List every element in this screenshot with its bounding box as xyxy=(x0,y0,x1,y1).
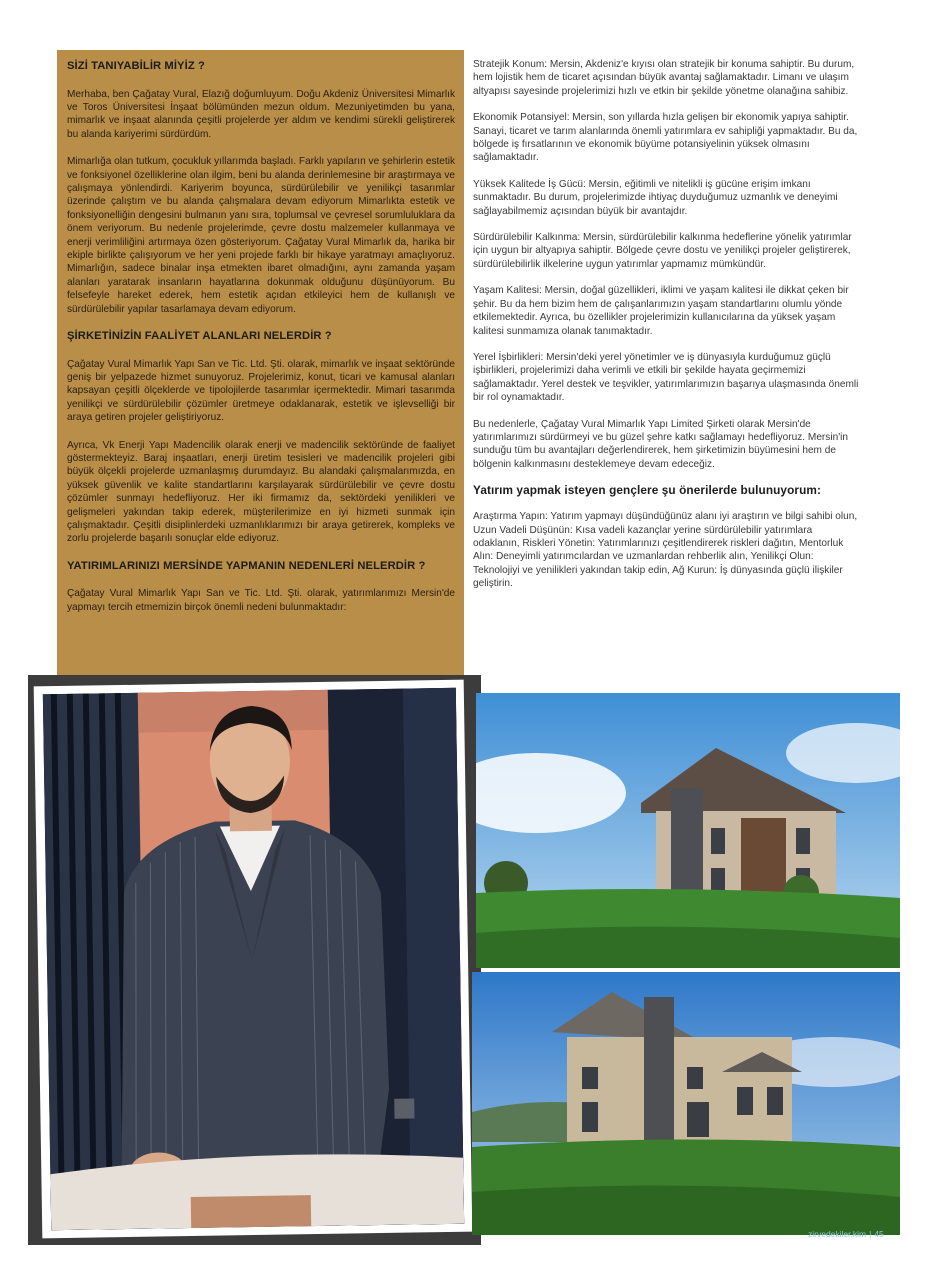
house-illustration-2 xyxy=(472,972,900,1235)
intro-panel-content xyxy=(67,58,455,614)
page-footer xyxy=(808,1229,884,1239)
page-number: 45 xyxy=(874,1229,884,1239)
heading-advice: Yatırım yapmak isteyen gençlere şu önerilerde bulunuyorum: xyxy=(473,483,822,498)
portrait-photo xyxy=(43,688,464,1230)
heading-company-activities: ŞİRKETİNİZİN FAALİYET ALANLARI NELERDİR ? xyxy=(67,330,332,342)
heading-why-mersin: YATIRIMLARINIZI MERSİNDE YAPMANIN NEDENLERİ NELERDİR ? xyxy=(67,559,426,572)
paragraph-quality-of-life: Yaşam Kalitesi: Mersin, doğal güzellikleri, iklimi ve yaşam kalitesi ile dikkat çeken bir şehir. Bu da hem bizim hem de çalışanlarımızın yaşam standartlarını olumlu yönde etkilemektedir. Ayrıca, bu özellikler projelerimizin kullanıcılarına da yüksek yaşam kalitesi sunmamıza olanak tanımaktadır. xyxy=(473,285,849,337)
paragraph-mersin-intro: Çağatay Vural Mimarlık Yapı San ve Tic. Ltd. Şti. olarak, yatırımlarımızı Mersin'de yapmayı tercih etmemizin birçok önemli nedeni bulunmaktadır: xyxy=(67,588,455,613)
paragraph-energy: Ayrıca, Vk Enerji Yapı Madencilik olarak enerji ve madencilik sektöründe de faaliyet göstermekteyiz. Baraj inşaatları, enerji üretim tesisleri ve madencilik projeleri gibi büyük ölçekli projelerde uzmanlaşmış durumdayız. Bu alandaki çalışmalarımızda, en yüksek güvenlik ve kalite standartlarını karşılayarak sürdürülebilir ve çevre dostu çözümler sunmayı hedefliyoruz. Her iki firmamız da, sektördeki yenilikleri ve gelişmeleri yakından takip ederek, müşterilerimize en iyi hizmeti sunmak için çalışmaktadır. Çeşitli disiplinlerdeki uzmanlıklarımızı bir araya getirerek, kompleks ve zorlu projelerde başarılı sonuçlar elde ediyoruz. xyxy=(67,439,455,545)
footer-site[interactable]: zirvedekiler.kim xyxy=(808,1229,867,1239)
house-photo-2 xyxy=(472,972,900,1235)
intro-panel xyxy=(57,50,464,690)
house-illustration-1 xyxy=(476,693,900,968)
paragraph-economic-potential: Ekonomik Potansiyel: Mersin, son yıllarda hızla gelişen bir ekonomik yapıya sahiptir. Sanayi, ticaret ve tarım alanlarında önemli yatırımlara ev sahipliği yapmaktadır. Bu da, bölgede iş fırsatlarının ve ekonomik büyüme potansiyelinin yüksek olmasını sağlamaktadır. xyxy=(473,112,858,164)
portrait-illustration xyxy=(43,688,464,1230)
footer-separator: | xyxy=(869,1229,872,1239)
paragraph-intro: Merhaba, ben Çağatay Vural, Elazığ doğumluyum. Doğu Akdeniz Üniversitesi Mimarlık ve Toros Üniversitesi İnşaat bölümünden mezun oldum. Mezuniyetimden bu yana, mimarlık ve inşaat alanında çeşitli projelerde yer aldım ve kendimi sürekli geliştirerek bu alanda kariyerimi sürdürdüm. xyxy=(67,88,455,140)
paragraph-conclusion: Bu nedenlerle, Çağatay Vural Mimarlık Yapı Limited Şirketi olarak Mersin'de yatırımlarımızı sürdürmeyi ve bu güzel şehre katkı sağlamayı hedefliyoruz. Mersin'in sunduğu tüm bu avantajları değerlendirerek, hem şirketimizin büyümesini hem de bölgenin kalkınmasını desteklemeye devam edeceğiz. xyxy=(473,418,848,470)
paragraph-local-cooperation: Yerel İşbirlikleri: Mersin'deki yerel yönetimler ve iş dünyasıyla kurduğumuz güçlü işbirlikleri, projelerimizi daha verimli ve etkili bir şekilde hayata geçirmemizi sağlamaktadır. Yerel destek ve teşvikler, yatırımlarımızın başarıya ulaşmasında önemli bir rol oynamaktadır. xyxy=(473,351,859,404)
paragraph-advice: Araştırma Yapın: Yatırım yapmayı düşündüğünüz alanı iyi araştırın ve bilgi sahibi olun, Uzun Vadeli Düşünün: Kısa vadeli kazançlar yerine sürdürülebilir yatırımlara odaklanın, Riskleri Yönetin: Yatırımlarınızı çeşitlendirerek riskleri dağıtın, Mentorluk Alın: Deneyimli yatırımcılardan ve uzmanlardan rehberlik alın, Yenilikçi Olun: Teknolojiyi ve yenilikleri yakından takip edin, Ağ Kurun: İş dünyasında güçlü ilişkiler geliştirin. xyxy=(473,511,858,590)
paragraph-activities: Çağatay Vural Mimarlık Yapı San ve Tic. Ltd. Şti. olarak, mimarlık ve inşaat sektöründe geniş bir yelpazede hizmet sunuyoruz. Projelerimiz, konut, ticari ve kamusal alanları kapsayan çeşitli ölçeklerde ve tipolojilerde tasarımlar içermektedir. Mimari tasarımda yenilikçi ve sürdürülebilir çözümler üretmeye odaklanarak, estetik ve işlevselliği bir araya getiren projeler geliştiriyoruz. xyxy=(67,358,455,424)
paragraph-workforce: Yüksek Kalitede İş Gücü: Mersin, eğitimli ve nitelikli iş gücüne erişim imkanı sunmaktadır. Bu durum, projelerimizde ihtiyaç duyduğumuz uzmanlık ve deneyimi sağlayabilmemiz açısından büyük bir avantajdır. xyxy=(473,178,838,217)
right-column xyxy=(473,58,859,591)
heading-who-are-you: SİZİ TANIYABİLİR MİYİZ ? xyxy=(67,60,205,72)
paragraph-sustainability: Sürdürülebilir Kalkınma: Mersin, sürdürülebilir kalkınma hedeflerine yönelik yatırımlar için uygun bir altyapıya sahiptir. Bölgede çevre dostu ve yenilikçi projeler geliştirerek, sürdürülebilirlik ilkelerine uygun yatırımlar yapmamız mümkündür. xyxy=(473,232,852,270)
house-photo-1 xyxy=(476,693,900,968)
paragraph-strategic-location: Stratejik Konum: Mersin, Akdeniz'e kıyısı olan stratejik bir konuma sahiptir. Bu durum, hem lojistik hem de ticaret açısından büyük avantaj sağlamaktadır. Limanı ve ulaşım altyapısı sayesinde projelerimizi hızlı ve etkin bir şekilde yönetme olanağına sahibiz. xyxy=(473,59,855,97)
paragraph-passion: Mimarlığa olan tutkum, çocukluk yıllarımda başladı. Farklı yapıların ve şehirlerin estetik ve fonksiyonel özelliklerine olan ilgim, beni bu alanda derinlemesine bir araştırmaya ve çalışmaya yönlendirdi. Kariyerim boyunca, sürdürülebilir ve yenilikçi tasarımlar üzerinde çalıştım ve bu alanda çalışmalara devam ediyorum Mimarlıkta estetik ve fonksiyonelliğin dengesini bulmanın yanı sıra, toplumsal ve çevresel sorumluluklara da önem veriyorum. Bu nedenle projelerimde, çevre dostu malzemeler kullanmaya ve enerji verimliliğini artırmaya özen gösteriyorum. Çağatay Vural Mimarlık da, harika bir ekiple birlikte çalışıyorum ve her yeni projede farklı bir hikaye yaratmayı amaçlıyoruz. Mimarlığın, sadece binalar inşa etmekten ibaret olmadığını, aynı zamanda yaşam alanları yaratarak insanların hayatlarına dokunmak olduğunu düşünüyorum. Bu felsefeyle hareket ederek, hem estetik açıdan etkileyici hem de kullanışlı ve sürdürülebilir yapılar tasarlamaya devam ediyorum. xyxy=(67,156,455,315)
